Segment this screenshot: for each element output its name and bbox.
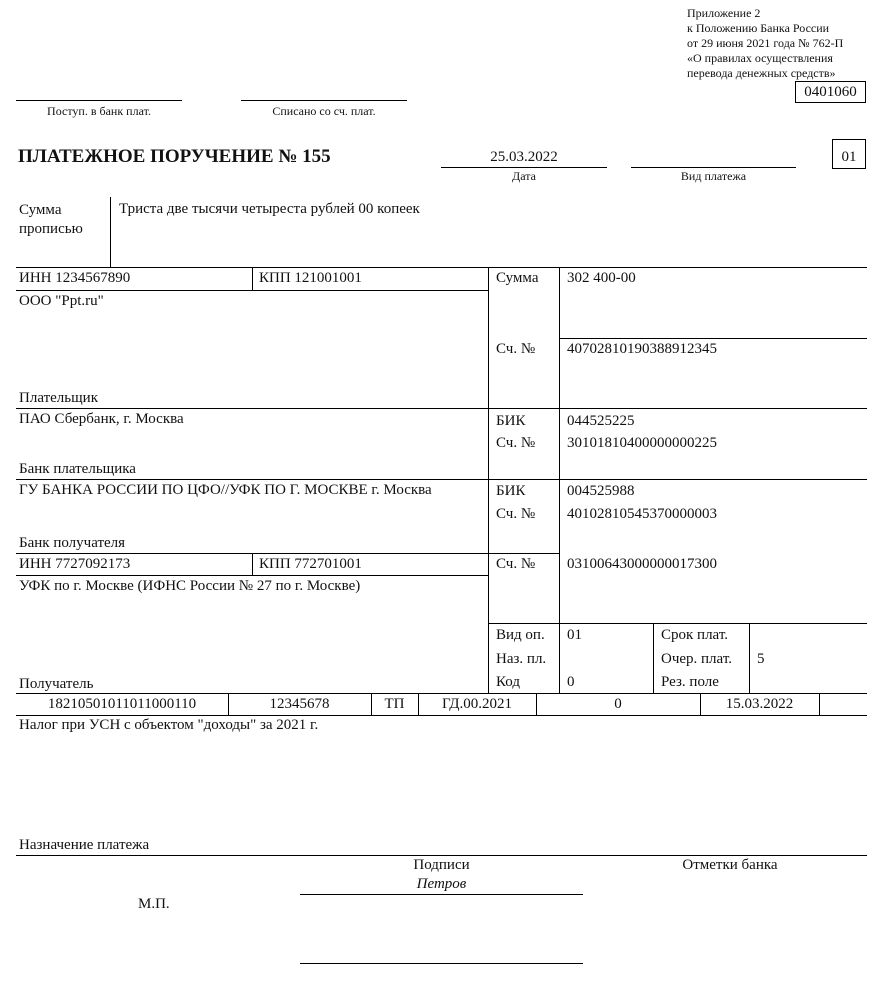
period-value: ГД.00.2021 xyxy=(441,696,513,712)
divider xyxy=(16,693,867,694)
signer-name: Петров xyxy=(416,876,467,892)
purpose-label: Назначение платежа xyxy=(19,837,150,853)
payee-kpp: КПП 772701001 xyxy=(259,556,362,572)
order-label: Очер. плат. xyxy=(661,651,732,667)
payer-account-label: Сч. № xyxy=(496,341,536,357)
divider xyxy=(488,623,867,624)
date-label: Дата xyxy=(512,169,536,183)
payer-label: Плательщик xyxy=(19,390,98,406)
amount-words-value: Триста две тысячи четыреста рублей 00 копеек xyxy=(119,201,420,217)
divider xyxy=(488,267,489,693)
signature-line xyxy=(300,963,583,964)
stamp-label: М.П. xyxy=(138,896,170,912)
amount-words-label xyxy=(19,201,83,239)
debited-line xyxy=(241,100,407,101)
signatures-label: Подписи xyxy=(413,857,470,873)
payment-type-line xyxy=(631,167,796,168)
purpose-text: Налог при УСН с объектом "доходы" за 2021 г. xyxy=(19,717,319,733)
payer-bik: 044525225 xyxy=(567,413,635,429)
reserve-label: Рез. поле xyxy=(661,674,719,690)
payer-bank-label: Банк плательщика xyxy=(19,461,136,477)
payer-bank-account-label: Сч. № xyxy=(496,435,536,451)
appendix-line: Приложение 2 xyxy=(687,6,761,20)
divider xyxy=(16,855,867,856)
document-title: ПЛАТЕЖНОЕ ПОРУЧЕНИЕ № 155 xyxy=(18,146,331,167)
payment-type-label: Вид платежа xyxy=(680,169,747,183)
purpose-code-label: Наз. пл. xyxy=(496,651,547,667)
divider xyxy=(16,575,488,576)
divider xyxy=(653,623,654,693)
oktmo-value: 12345678 xyxy=(269,696,330,712)
payer-account: 40702810190388912345 xyxy=(567,341,717,357)
payee-bik: 004525988 xyxy=(567,483,635,499)
divider xyxy=(559,267,560,693)
signature-line xyxy=(300,894,583,895)
payee-bank-account: 40102810545370000003 xyxy=(567,506,717,522)
appendix-line: от 29 июня 2021 года № 762-П xyxy=(687,36,844,50)
payee-account: 03100643000000017300 xyxy=(567,556,717,572)
term-label: Срок плат. xyxy=(661,627,729,643)
appendix-line: «О правилах осуществления xyxy=(687,51,833,65)
payer-kpp: КПП 121001001 xyxy=(259,270,362,286)
bank-marks-label: Отметки банка xyxy=(682,857,778,873)
divider xyxy=(16,553,559,554)
divider xyxy=(16,290,488,291)
received-line xyxy=(16,100,182,101)
appendix-line: к Положению Банка России xyxy=(687,21,830,35)
divider xyxy=(819,693,820,715)
divider xyxy=(252,267,253,290)
debited-label: Списано со сч. плат. xyxy=(272,104,376,118)
received-label: Поступ. в банк плат. xyxy=(47,104,151,118)
payee-label: Получатель xyxy=(19,676,94,692)
divider xyxy=(16,408,867,409)
sum-label: Сумма xyxy=(496,270,539,286)
divider xyxy=(749,623,750,693)
divider xyxy=(252,553,253,575)
divider xyxy=(16,267,867,268)
order-value: 5 xyxy=(757,651,765,667)
payee-inn: ИНН 7727092173 xyxy=(19,556,131,572)
date-value: 25.03.2022 xyxy=(490,149,558,165)
form-code-box: 0401060 xyxy=(795,81,866,103)
divider xyxy=(110,197,111,267)
payer-bank-name: ПАО Сбербанк, г. Москва xyxy=(19,411,184,427)
payer-inn: ИНН 1234567890 xyxy=(19,270,131,286)
payee-name: УФК по г. Москве (ИФНС России № 27 по г. Москве) xyxy=(19,578,361,594)
amount-words-label-line: Сумма xyxy=(19,202,62,218)
payee-bank-name: ГУ БАНКА РОССИИ ПО ЦФО//УФК ПО Г. МОСКВЕ г. Москва xyxy=(19,482,432,498)
kbk-value: 18210501011011000110 xyxy=(47,696,197,712)
doc-date-value: 15.03.2022 xyxy=(725,696,794,712)
doc-number-value: 0 xyxy=(614,696,622,712)
date-line xyxy=(441,167,607,168)
code-value: 0 xyxy=(567,674,575,690)
payer-bik-label: БИК xyxy=(496,413,526,429)
code-label: Код xyxy=(496,674,520,690)
op-type-label: Вид оп. xyxy=(496,627,545,643)
divider xyxy=(16,715,867,716)
payee-bik-label: БИК xyxy=(496,483,526,499)
sum-value: 302 400-00 xyxy=(567,270,636,286)
op-type-value: 01 xyxy=(567,627,582,643)
payer-name: ООО "Ppt.ru" xyxy=(19,293,104,309)
divider xyxy=(16,479,867,480)
payee-bank-label: Банк получателя xyxy=(19,535,126,551)
payee-account-label: Сч. № xyxy=(496,556,536,572)
divider xyxy=(559,338,867,339)
status-code-box: 01 xyxy=(832,139,866,169)
basis-value: ТП xyxy=(384,696,405,712)
appendix-line: перевода денежных средств» xyxy=(687,66,836,80)
payee-bank-account-label: Сч. № xyxy=(496,506,536,522)
payer-bank-account: 30101810400000000225 xyxy=(567,435,717,451)
appendix-note xyxy=(687,6,843,81)
amount-words-label-line: прописью xyxy=(19,221,83,237)
